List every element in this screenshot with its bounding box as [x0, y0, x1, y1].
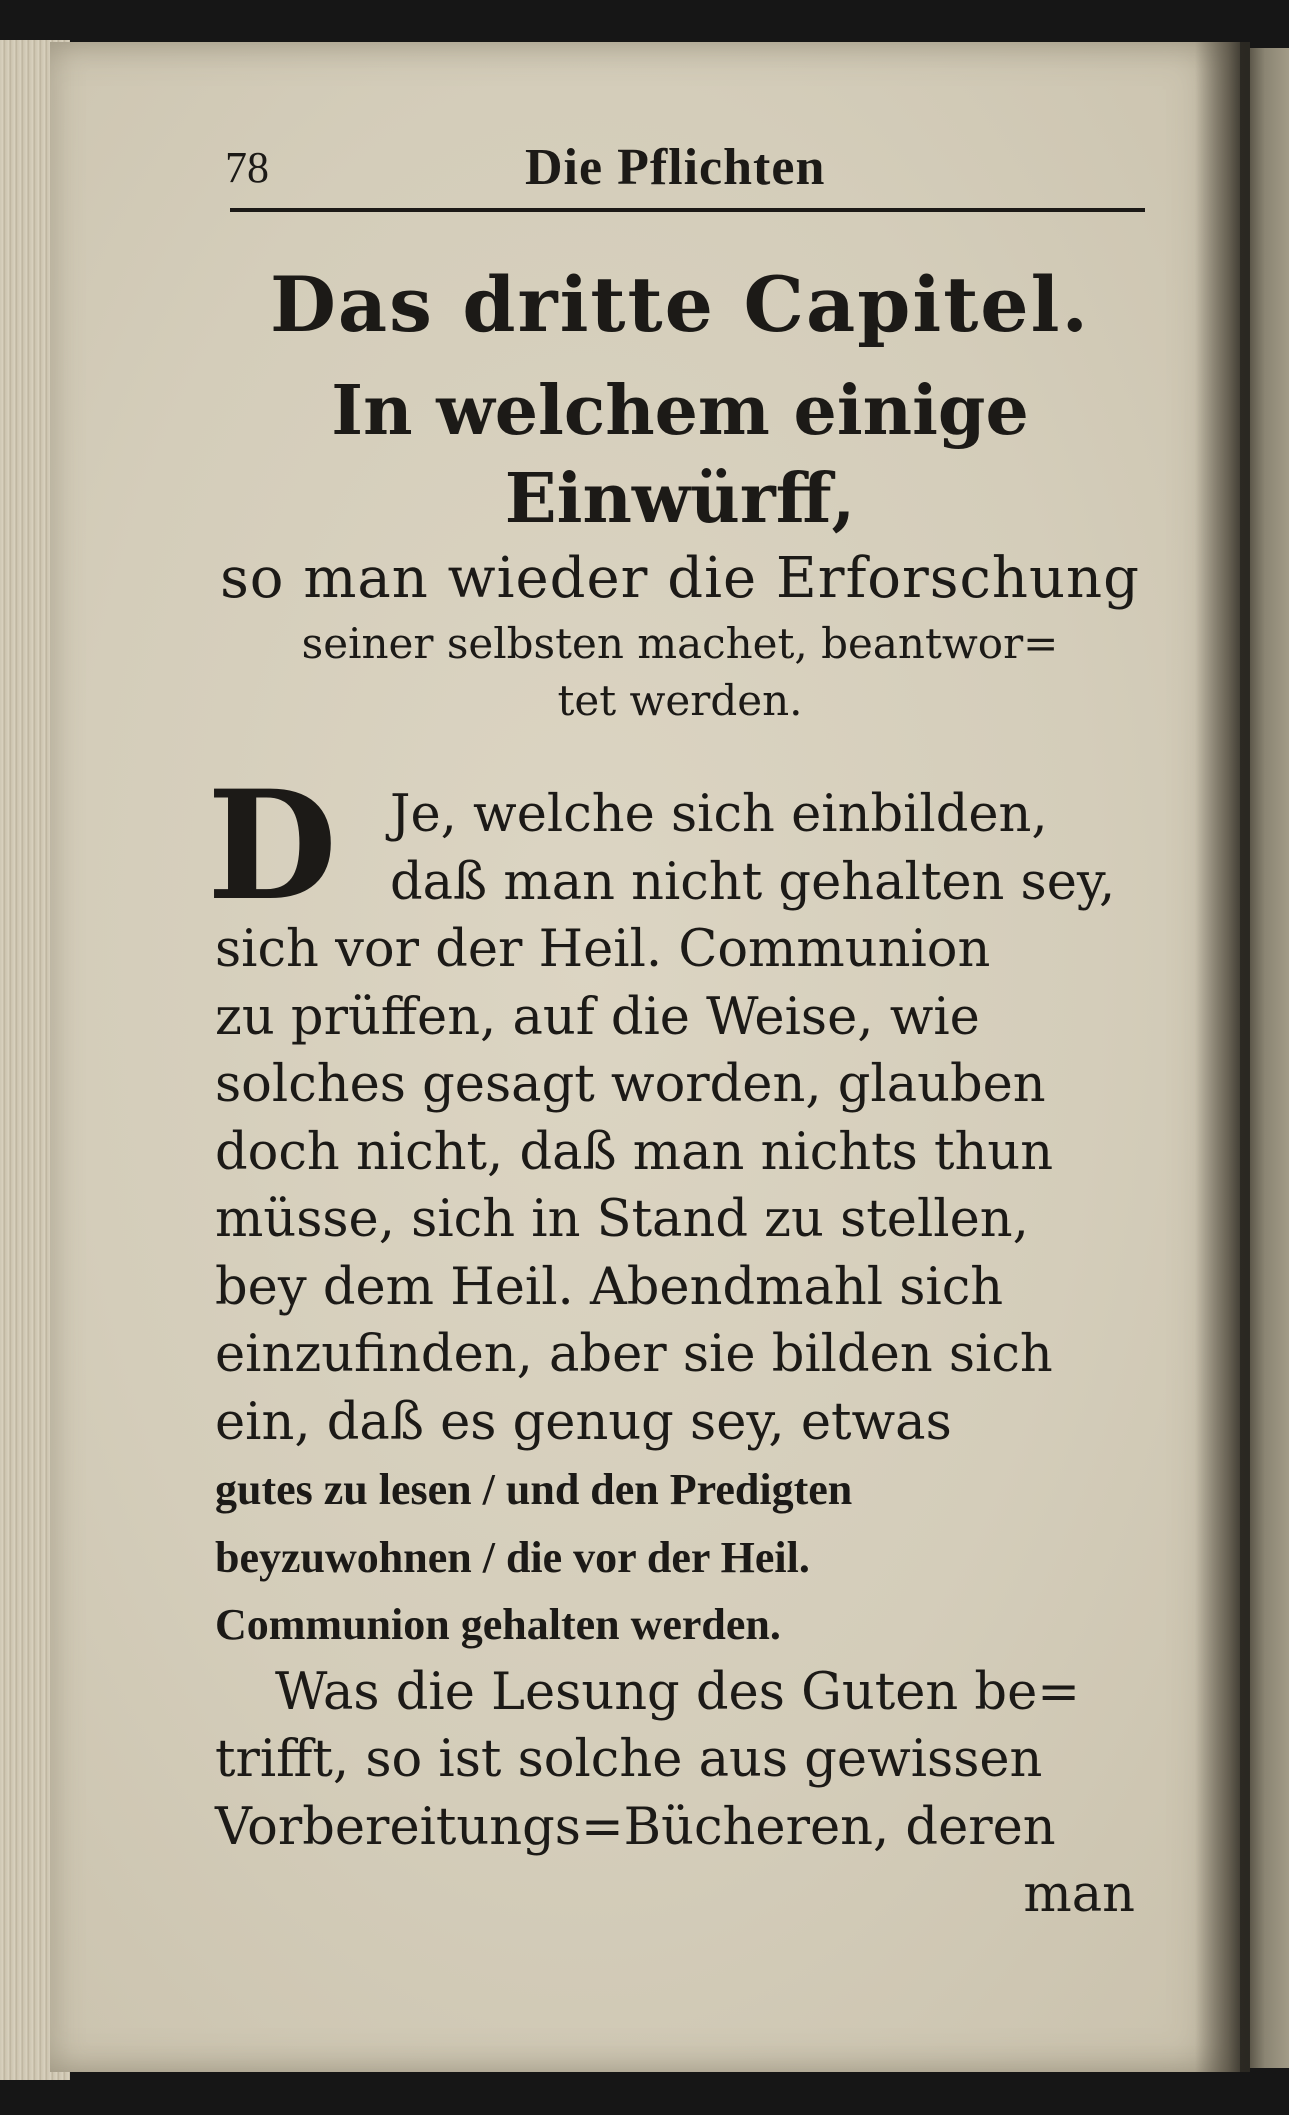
running-head: Die Pflichten	[525, 139, 826, 196]
drop-cap: D	[207, 758, 338, 934]
paragraph-1	[207, 758, 1145, 1659]
text-line: Was die Lesung des Guten be=	[275, 1662, 1080, 1722]
subtitle-line: seiner selbsten machet, beantwor=	[301, 619, 1059, 668]
text-line: beyzuwohnen / die vor der Heil.	[215, 1532, 810, 1582]
page-content	[207, 130, 1145, 1929]
chapter-title: Das dritte Capitel.	[269, 260, 1090, 349]
text-line: doch nicht, daß man nichts thun	[215, 1122, 1054, 1182]
text-line: solches gesagt worden, glauben	[215, 1055, 1046, 1114]
text-line: müsse, sich in Stand zu stellen,	[215, 1190, 1029, 1249]
text-line: Vorbereitungs=Bücheren, deren	[215, 1797, 1056, 1857]
page-number: 78	[225, 143, 269, 192]
text-line: zu prüffen, auf die Weise, wie	[215, 987, 980, 1047]
subtitle-line: so man wieder die Erforschung	[220, 546, 1140, 611]
text-line: Je, welche sich einbilden,	[390, 785, 1048, 844]
page-header	[215, 130, 1145, 200]
chapter-subtitle	[215, 367, 1145, 729]
catchword: man	[1023, 1865, 1135, 1924]
text-line: einzufinden, aber sie bilden sich	[215, 1325, 1053, 1384]
text-line: bey dem Heil. Abendmahl sich	[215, 1257, 1004, 1317]
text-line: Communion gehalten werden.	[215, 1600, 781, 1649]
subtitle-line: tet werden.	[557, 676, 803, 725]
header-rule	[230, 208, 1145, 212]
paragraph-2	[215, 1659, 1145, 1929]
text-line: sich vor der Heil. Communion	[215, 920, 991, 979]
subtitle-line: In welchem einige Einwürff,	[331, 371, 1029, 539]
text-line: ein, daß es genug sey, etwas	[215, 1392, 952, 1452]
facing-page-edge	[1249, 48, 1289, 2068]
text-line: gutes zu lesen / und den Predigten	[215, 1465, 853, 1514]
gutter-shadow	[1195, 42, 1250, 2072]
text-line: trifft, so ist solche aus gewissen	[215, 1730, 1043, 1789]
text-line: daß man nicht gehalten sey,	[390, 852, 1116, 912]
